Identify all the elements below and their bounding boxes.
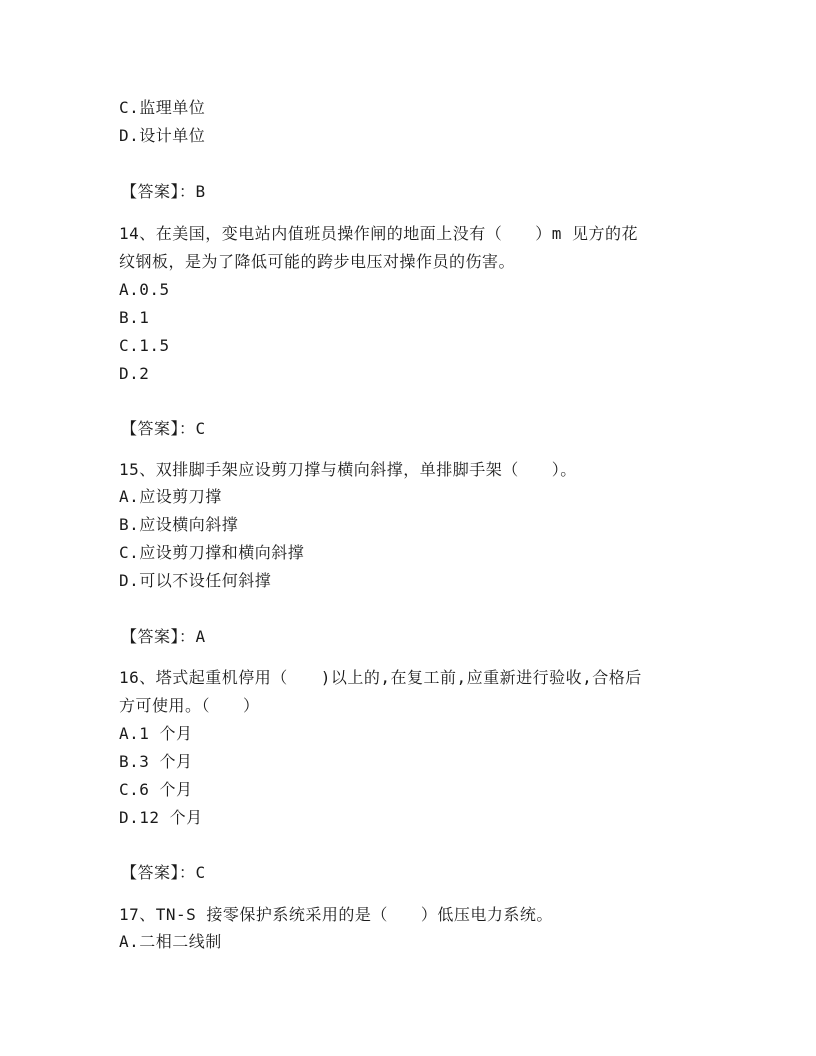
question-16-stem-line-1: 16、塔式起重机停用（ )以上的,在复工前,应重新进行验收,合格后 xyxy=(119,668,642,687)
question-14-option-d: D.2 xyxy=(119,364,150,383)
option-prev-c: C.监理单位 xyxy=(119,98,206,117)
question-14-option-b: B.1 xyxy=(119,308,150,327)
question-14-option-c: C.1.5 xyxy=(119,336,170,355)
question-15-stem-line-1: 15、双排脚手架应设剪刀撑与横向斜撑，单排脚手架（ ）。 xyxy=(119,460,577,479)
question-17-stem-line-1: 17、TN-S 接零保护系统采用的是（ ）低压电力系统。 xyxy=(119,905,553,924)
answer-prev: 【答案】：B xyxy=(121,182,206,201)
question-15-answer: 【答案】：A xyxy=(121,627,206,646)
question-14-stem-line-1: 14、在美国，变电站内值班员操作闸的地面上没有（ ）m 见方的花 xyxy=(119,224,639,243)
question-16-stem-line-2: 方可使用。（ ） xyxy=(119,696,260,715)
question-16-answer: 【答案】：C xyxy=(121,863,206,882)
question-15-option-a: A.应设剪刀撑 xyxy=(119,487,222,506)
question-15-option-b: B.应设横向斜撑 xyxy=(119,515,239,534)
question-16-option-b: B.3 个月 xyxy=(119,752,193,771)
question-16-option-c: C.6 个月 xyxy=(119,780,193,799)
question-16-option-a: A.1 个月 xyxy=(119,724,193,743)
question-15-option-c: C.应设剪刀撑和横向斜撑 xyxy=(119,543,305,562)
question-14-answer: 【答案】：C xyxy=(121,419,206,438)
question-14-stem-line-2: 纹钢板，是为了降低可能的跨步电压对操作员的伤害。 xyxy=(119,252,516,271)
question-15-option-d: D.可以不设任何斜撑 xyxy=(119,571,272,590)
question-17-option-a: A.二相二线制 xyxy=(119,932,222,951)
question-16-option-d: D.12 个月 xyxy=(119,808,203,827)
option-prev-d: D.设计单位 xyxy=(119,126,206,145)
question-14-option-a: A.0.5 xyxy=(119,280,170,299)
